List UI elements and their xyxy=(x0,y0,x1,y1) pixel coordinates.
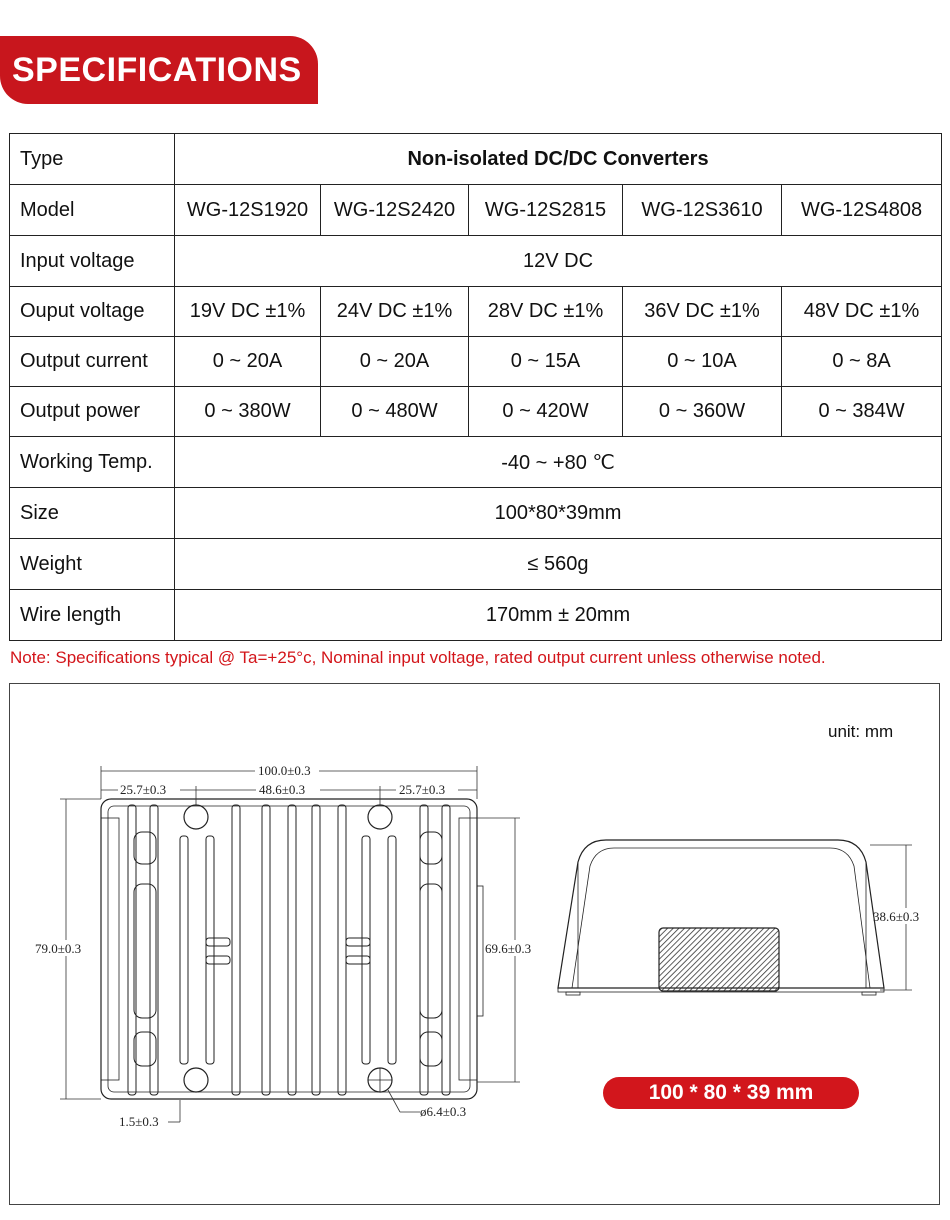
dim-center: 48.6±0.3 xyxy=(259,782,306,797)
output-power-cell: 0 ~ 384W xyxy=(782,387,942,437)
type-label: Type xyxy=(10,134,175,185)
output-current-cell: 0 ~ 20A xyxy=(175,337,321,387)
dim-foot: 1.5±0.3 xyxy=(119,1114,159,1129)
page-title: SPECIFICATIONS xyxy=(12,51,302,89)
model-cell: WG-12S4808 xyxy=(782,185,942,236)
dim-left-margin: 25.7±0.3 xyxy=(120,782,167,797)
mount-hole xyxy=(184,1068,208,1092)
connector-block xyxy=(659,928,779,991)
output-voltage-cell: 24V DC ±1% xyxy=(321,287,469,337)
mount-hole xyxy=(368,805,392,829)
weight-value: ≤ 560g xyxy=(175,539,942,590)
size-label: Size xyxy=(10,488,175,539)
wire-length-label: Wire length xyxy=(10,590,175,641)
side-view xyxy=(558,840,884,995)
output-power-cell: 0 ~ 380W xyxy=(175,387,321,437)
mount-hole xyxy=(184,805,208,829)
dim-side-height: 38.6±0.3 xyxy=(873,909,920,924)
output-power-label: Output power xyxy=(10,387,175,437)
input-voltage-label: Input voltage xyxy=(10,236,175,287)
model-label: Model xyxy=(10,185,175,236)
input-voltage-value: 12V DC xyxy=(175,236,942,287)
output-current-cell: 0 ~ 8A xyxy=(782,337,942,387)
output-voltage-cell: 48V DC ±1% xyxy=(782,287,942,337)
unit-label: unit: mm xyxy=(828,722,894,741)
dimension-labels xyxy=(34,762,936,1129)
output-voltage-cell: 28V DC ±1% xyxy=(469,287,623,337)
model-cell: WG-12S2815 xyxy=(469,185,623,236)
output-voltage-label: Ouput voltage xyxy=(10,287,175,337)
weight-label: Weight xyxy=(10,539,175,590)
top-view xyxy=(101,799,483,1099)
model-cell: WG-12S3610 xyxy=(623,185,782,236)
dim-height: 79.0±0.3 xyxy=(35,941,82,956)
size-value: 100*80*39mm xyxy=(175,488,942,539)
output-current-label: Output current xyxy=(10,337,175,387)
output-power-cell: 0 ~ 360W xyxy=(623,387,782,437)
wire-length-value: 170mm ± 20mm xyxy=(175,590,942,641)
model-cell: WG-12S1920 xyxy=(175,185,321,236)
model-cell: WG-12S2420 xyxy=(321,185,469,236)
dim-right-margin: 25.7±0.3 xyxy=(399,782,446,797)
output-power-cell: 0 ~ 420W xyxy=(469,387,623,437)
output-voltage-cell: 19V DC ±1% xyxy=(175,287,321,337)
size-pill: 100 * 80 * 39 mm xyxy=(603,1077,859,1109)
output-current-cell: 0 ~ 15A xyxy=(469,337,623,387)
type-value: Non-isolated DC/DC Converters xyxy=(175,134,942,185)
output-current-cell: 0 ~ 20A xyxy=(321,337,469,387)
working-temp-label: Working Temp. xyxy=(10,437,175,488)
output-current-cell: 0 ~ 10A xyxy=(623,337,782,387)
working-temp-value: -40 ~ +80 ℃ xyxy=(175,437,942,488)
housing-outline xyxy=(101,799,477,1099)
spec-note: Note: Specifications typical @ Ta=+25°c, Nominal input voltage, rated output current unless otherwise noted. xyxy=(10,648,826,667)
output-voltage-cell: 36V DC ±1% xyxy=(623,287,782,337)
dim-hole: ø6.4±0.3 xyxy=(420,1104,467,1119)
output-power-cell: 0 ~ 480W xyxy=(321,387,469,437)
dim-inner-height: 69.6±0.3 xyxy=(485,941,532,956)
dim-width: 100.0±0.3 xyxy=(258,763,311,778)
